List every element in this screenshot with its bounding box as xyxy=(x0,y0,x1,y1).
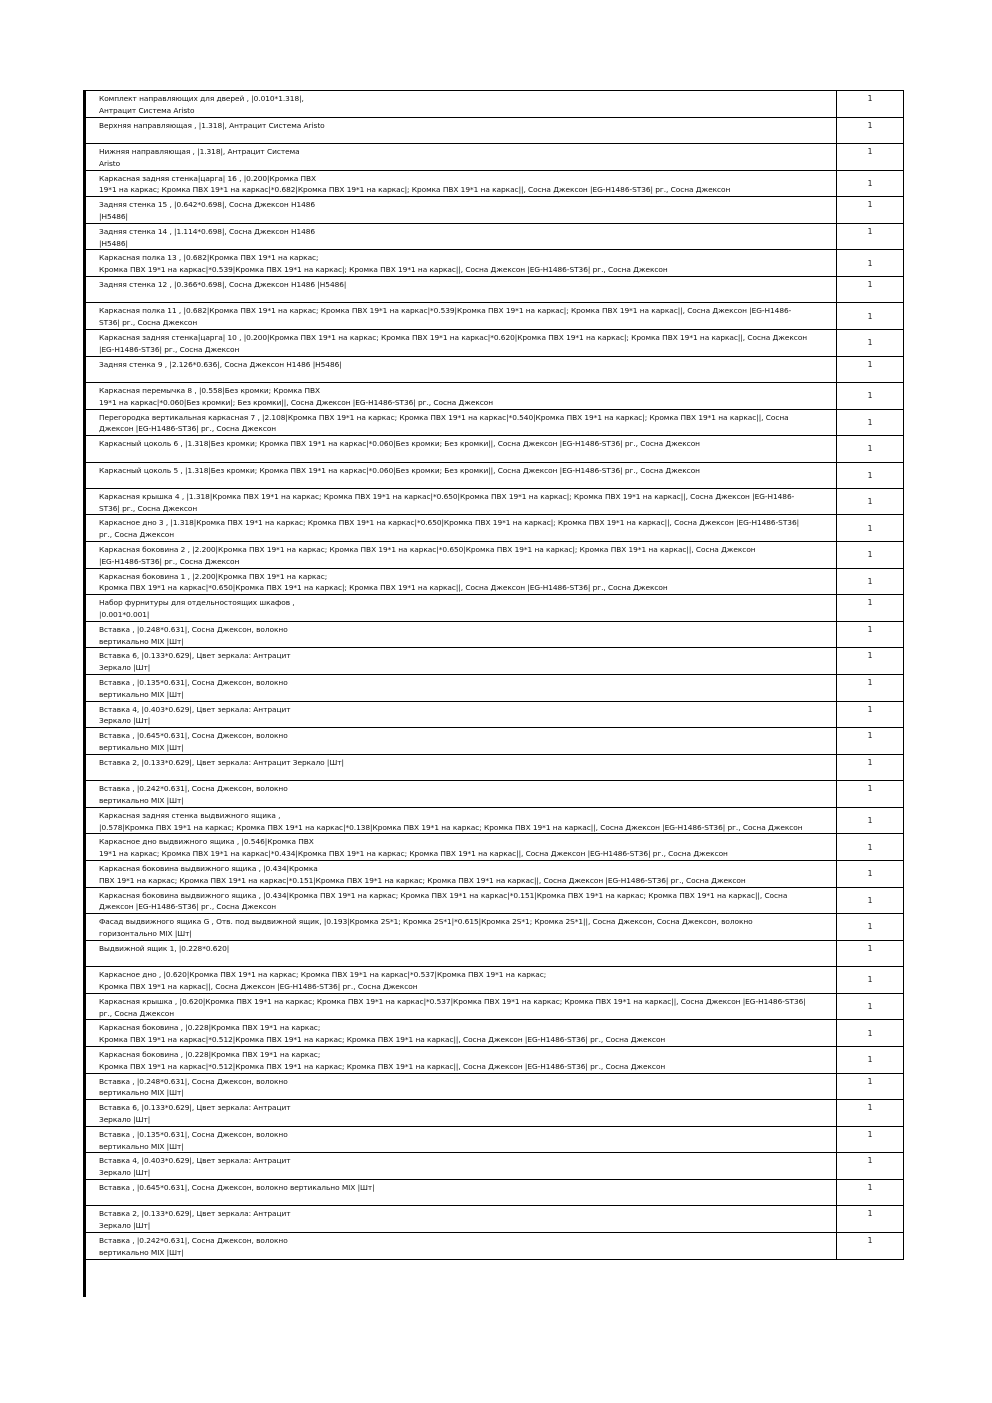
item-description-line: Каркасное дно выдвижного ящика , |0.546|Кромка ПВХ xyxy=(99,837,314,847)
item-description-line: вертикально MIX |Шт| xyxy=(99,1247,184,1257)
table-row xyxy=(86,515,904,542)
table-row xyxy=(86,648,904,675)
item-description-cell xyxy=(86,1179,837,1205)
item-description-line: ST36| рг., Сосна Джексон xyxy=(99,318,198,328)
table-row xyxy=(86,887,904,914)
item-description-line: Каркасная боковина 2 , |2.200|Кромка ПВХ 19*1 на каркас; Кромка ПВХ 19*1 на каркас|*0.650|Кромка ПВХ 19*1 на каркас|; Кромка ПВХ 19*1 на каркас||, Сосна Джексон xyxy=(99,545,756,555)
item-description-cell xyxy=(86,781,837,808)
table-row xyxy=(86,436,904,462)
item-description-line: Вставка 6, |0.133*0.629|, Цвет зеркала: Антрацит xyxy=(99,651,291,661)
item-description-line: |0.578|Кромка ПВХ 19*1 на каркас; Кромка ПВХ 19*1 на каркас|*0.138|Кромка ПВХ 19*1 на каркас; Кромка ПВХ 19*1 на каркас||, Сосна Джексон |EG-H1486-ST36| рг., Сосна Джексон xyxy=(99,822,803,832)
table-row xyxy=(86,276,904,302)
item-description-cell xyxy=(86,542,837,569)
item-description-line: |0.001*0.001| xyxy=(99,610,150,620)
item-description-cell xyxy=(86,1020,837,1047)
table-row xyxy=(86,1232,904,1259)
item-description-line: Вставка , |0.135*0.631|, Сосна Джексон, волокно xyxy=(99,1129,288,1139)
table-row xyxy=(86,1100,904,1127)
item-description-cell xyxy=(86,409,837,436)
item-quantity-cell: 1 xyxy=(837,1046,904,1073)
item-description-cell xyxy=(86,754,837,780)
item-quantity-cell: 1 xyxy=(837,940,904,966)
item-description-line: Каркасная боковина , |0.228|Кромка ПВХ 19*1 на каркас; xyxy=(99,1023,321,1033)
table-row xyxy=(86,117,904,143)
item-quantity-cell: 1 xyxy=(837,568,904,595)
item-description-cell xyxy=(86,728,837,755)
item-description-line: вертикально MIX |Шт| xyxy=(99,1141,184,1151)
item-description-line: Зеркало |Шт| xyxy=(99,716,151,726)
item-quantity-cell: 1 xyxy=(837,834,904,861)
item-description-line: Антрацит Система Aristo xyxy=(99,105,195,115)
item-description-line: 19*1 на каркас; Кромка ПВХ 19*1 на каркас|*0.434|Кромка ПВХ 19*1 на каркас; Кромка ПВХ 19*1 на каркас||, Сосна Джексон |EG-H1486-ST36| рг., Сосна Джексон xyxy=(99,849,728,859)
item-description-cell xyxy=(86,701,837,728)
item-description-cell xyxy=(86,1153,837,1180)
item-description-line: Кромка ПВХ 19*1 на каркас|*0.650|Кромка ПВХ 19*1 на каркас|; Кромка ПВХ 19*1 на каркас||, Сосна Джексон |EG-H1486-ST36| рг., Сосна Джексон xyxy=(99,583,668,593)
item-quantity-cell: 1 xyxy=(837,1100,904,1127)
item-quantity-cell: 1 xyxy=(837,1179,904,1205)
table-row xyxy=(86,621,904,648)
item-description-line: Вставка , |0.645*0.631|, Сосна Джексон, волокно xyxy=(99,731,288,741)
item-quantity-cell: 1 xyxy=(837,595,904,622)
item-description-cell xyxy=(86,250,837,277)
item-quantity-cell: 1 xyxy=(837,781,904,808)
item-description-line: Каркасная боковина выдвижного ящика , |0.434|Кромка ПВХ 19*1 на каркас; Кромка ПВХ 19*1 на каркас|*0.151|Кромка ПВХ 19*1 на каркас; Кромка ПВХ 19*1 на каркас||, Сосна xyxy=(99,890,788,900)
item-quantity-cell: 1 xyxy=(837,675,904,702)
item-description-line: Задняя стенка 15 , |0.642*0.698|, Сосна Джексон H1486 xyxy=(99,200,316,210)
table-row xyxy=(86,993,904,1020)
item-description-line: Вставка , |0.242*0.631|, Сосна Джексон, волокно xyxy=(99,784,288,794)
item-description-cell xyxy=(86,1232,837,1259)
table-row xyxy=(86,675,904,702)
table-row xyxy=(86,488,904,515)
item-description-line: Вставка , |0.248*0.631|, Сосна Джексон, волокно xyxy=(99,624,288,634)
table-row xyxy=(86,170,904,197)
item-quantity-cell: 1 xyxy=(837,1153,904,1180)
item-description-cell xyxy=(86,515,837,542)
item-description-line: Aristo xyxy=(99,158,121,168)
item-description-cell xyxy=(86,861,837,888)
table-row xyxy=(86,1046,904,1073)
item-description-line: Зеркало |Шт| xyxy=(99,1168,151,1178)
item-description-line: Вставка 2, |0.133*0.629|, Цвет зеркала: Антрацит Зеркало |Шт| xyxy=(99,757,344,767)
item-description-line: Каркасная боковина 1 , |2.200|Кромка ПВХ 19*1 на каркас; xyxy=(99,571,328,581)
item-description-line: Вставка , |0.242*0.631|, Сосна Джексон, волокно xyxy=(99,1235,288,1245)
item-quantity-cell: 1 xyxy=(837,887,904,914)
item-description-line: Кромка ПВХ 19*1 на каркас||, Сосна Джексон |EG-H1486-ST36| рг., Сосна Джексон xyxy=(99,981,418,991)
item-description-cell xyxy=(86,887,837,914)
item-quantity-cell: 1 xyxy=(837,356,904,382)
item-description-line: Вставка , |0.248*0.631|, Сосна Джексон, волокно xyxy=(99,1076,288,1086)
item-quantity-cell: 1 xyxy=(837,648,904,675)
table-row xyxy=(86,356,904,382)
item-description-cell xyxy=(86,940,837,966)
item-quantity-cell: 1 xyxy=(837,436,904,462)
table-row xyxy=(86,409,904,436)
item-description-cell xyxy=(86,993,837,1020)
item-description-cell xyxy=(86,1126,837,1153)
item-quantity-cell: 1 xyxy=(837,250,904,277)
item-description-cell xyxy=(86,621,837,648)
item-description-cell xyxy=(86,170,837,197)
table-row xyxy=(86,728,904,755)
item-description-line: Вставка 4, |0.403*0.629|, Цвет зеркала: Антрацит xyxy=(99,704,291,714)
item-description-line: Джексон |EG-H1486-ST36| рг., Сосна Джексон xyxy=(99,902,277,912)
specification-table xyxy=(85,90,904,1260)
item-quantity-cell: 1 xyxy=(837,621,904,648)
item-quantity-cell: 1 xyxy=(837,1020,904,1047)
item-description-line: вертикально MIX |Шт| xyxy=(99,1088,184,1098)
item-quantity-cell: 1 xyxy=(837,754,904,780)
item-description-line: Каркасный цоколь 5 , |1.318|Без кромки; Кромка ПВХ 19*1 на каркас|*0.060|Без кромки; Без кромки||, Сосна Джексон |EG-H1486-ST36| рг., Сосна Джексон xyxy=(99,465,700,475)
item-description-cell xyxy=(86,488,837,515)
table-row xyxy=(86,914,904,941)
item-description-line: Зеркало |Шт| xyxy=(99,1221,151,1231)
item-description-line: ПВХ 19*1 на каркас; Кромка ПВХ 19*1 на каркас|*0.151|Кромка ПВХ 19*1 на каркас; Кромка ПВХ 19*1 на каркас||, Сосна Джексон |EG-H1486-ST36| рг., Сосна Джексон xyxy=(99,875,746,885)
item-description-line: Кромка ПВХ 19*1 на каркас|*0.512|Кромка ПВХ 19*1 на каркас; Кромка ПВХ 19*1 на каркас||, Сосна Джексон |EG-H1486-ST36| рг., Сосна Джексон xyxy=(99,1061,666,1071)
item-quantity-cell: 1 xyxy=(837,488,904,515)
item-description-line: вертикально MIX |Шт| xyxy=(99,636,184,646)
item-quantity-cell: 1 xyxy=(837,462,904,488)
item-description-cell xyxy=(86,197,837,224)
item-description-line: вертикально MIX |Шт| xyxy=(99,743,184,753)
item-description-line: Кромка ПВХ 19*1 на каркас|*0.539|Кромка ПВХ 19*1 на каркас|; Кромка ПВХ 19*1 на каркас||, Сосна Джексон |EG-H1486-ST36| рг., Сосна Джексон xyxy=(99,265,668,275)
item-quantity-cell: 1 xyxy=(837,1126,904,1153)
item-description-line: вертикально MIX |Шт| xyxy=(99,796,184,806)
table-row xyxy=(86,1073,904,1100)
table-row xyxy=(86,967,904,994)
table-row xyxy=(86,303,904,330)
item-quantity-cell: 1 xyxy=(837,1073,904,1100)
item-quantity-cell: 1 xyxy=(837,701,904,728)
table-row xyxy=(86,250,904,277)
item-description-line: рг., Сосна Джексон xyxy=(99,1008,175,1018)
item-description-line: рг., Сосна Джексон xyxy=(99,530,175,540)
item-description-line: Нижняя направляющая , |1.318|, Антрацит Система xyxy=(99,146,300,156)
item-quantity-cell: 1 xyxy=(837,993,904,1020)
item-quantity-cell: 1 xyxy=(837,276,904,302)
item-description-cell xyxy=(86,807,837,834)
table-row xyxy=(86,542,904,569)
item-description-line: Задняя стенка 14 , |1.114*0.698|, Сосна Джексон H1486 xyxy=(99,226,316,236)
item-description-cell xyxy=(86,356,837,382)
item-description-cell xyxy=(86,276,837,302)
table-row xyxy=(86,940,904,966)
item-quantity-cell: 1 xyxy=(837,515,904,542)
table-row xyxy=(86,1020,904,1047)
item-quantity-cell: 1 xyxy=(837,117,904,143)
item-description-cell xyxy=(86,834,837,861)
item-description-line: Фасад выдвижного ящика G , Отв. под выдвижной ящик, |0.193|Кромка 2S*1; Кромка 2S*1|*0.615|Кромка 2S*1; Кромка 2S*1||, Сосна Джексон, Сосна Джексон, волокно xyxy=(99,917,753,927)
item-description-cell xyxy=(86,914,837,941)
table-row xyxy=(86,834,904,861)
item-quantity-cell: 1 xyxy=(837,807,904,834)
item-description-line: Каркасное дно , |0.620|Кромка ПВХ 19*1 на каркас; Кромка ПВХ 19*1 на каркас|*0.537|Кромка ПВХ 19*1 на каркас; xyxy=(99,970,547,980)
item-description-line: ST36| рг., Сосна Джексон xyxy=(99,503,198,513)
item-description-line: Выдвижной ящик 1, |0.228*0.620| xyxy=(99,943,230,953)
item-description-line: Вставка 4, |0.403*0.629|, Цвет зеркала: Антрацит xyxy=(99,1156,291,1166)
table-row xyxy=(86,807,904,834)
item-quantity-cell: 1 xyxy=(837,542,904,569)
table-row xyxy=(86,1126,904,1153)
item-quantity-cell: 1 xyxy=(837,967,904,994)
item-description-line: 19*1 на каркас|*0.060|Без кромки|; Без кромки||, Сосна Джексон |EG-H1486-ST36| рг., Сосна Джексон xyxy=(99,397,494,407)
item-description-cell xyxy=(86,967,837,994)
item-description-line: Каркасная крышка 4 , |1.318|Кромка ПВХ 19*1 на каркас; Кромка ПВХ 19*1 на каркас|*0.650|Кромка ПВХ 19*1 на каркас|; Кромка ПВХ 19*1 на каркас||, Сосна Джексон |EG-H1486- xyxy=(99,491,795,501)
item-description-cell xyxy=(86,143,837,170)
item-description-line: Каркасная задняя стенка|царга| 16 , |0.200|Кромка ПВХ xyxy=(99,173,317,183)
item-description-cell xyxy=(86,117,837,143)
item-description-line: Каркасная крышка , |0.620|Кромка ПВХ 19*1 на каркас; Кромка ПВХ 19*1 на каркас|*0.537|Кромка ПВХ 19*1 на каркас; Кромка ПВХ 19*1 на каркас||, Сосна Джексон |EG-H1486-ST36| xyxy=(99,996,806,1006)
item-description-line: 19*1 на каркас; Кромка ПВХ 19*1 на каркас|*0.682|Кромка ПВХ 19*1 на каркас|; Кромка ПВХ 19*1 на каркас||, Сосна Джексон |EG-H1486-ST36| рг., Сосна Джексон xyxy=(99,185,731,195)
item-description-line: Каркасный цоколь 6 , |1.318|Без кромки; Кромка ПВХ 19*1 на каркас|*0.060|Без кромки; Без кромки||, Сосна Джексон |EG-H1486-ST36| рг., Сосна Джексон xyxy=(99,439,700,449)
item-description-cell xyxy=(86,1100,837,1127)
item-quantity-cell: 1 xyxy=(837,382,904,409)
item-description-line: Перегородка вертикальная каркасная 7 , |2.108|Кромка ПВХ 19*1 на каркас; Кромка ПВХ 19*1 на каркас|*0.540|Кромка ПВХ 19*1 на каркас|; Кромка ПВХ 19*1 на каркас||, Сосна xyxy=(99,412,789,422)
item-description-line: Зеркало |Шт| xyxy=(99,663,151,673)
table-row xyxy=(86,462,904,488)
item-description-line: Верхняя направляющая , |1.318|, Антрацит Система Aristo xyxy=(99,120,325,130)
item-description-line: Вставка , |0.135*0.631|, Сосна Джексон, волокно xyxy=(99,678,288,688)
item-description-cell xyxy=(86,223,837,250)
item-description-line: Кромка ПВХ 19*1 на каркас|*0.512|Кромка ПВХ 19*1 на каркас; Кромка ПВХ 19*1 на каркас||, Сосна Джексон |EG-H1486-ST36| рг., Сосна Джексон xyxy=(99,1035,666,1045)
item-description-cell xyxy=(86,648,837,675)
item-description-line: Каркасная полка 13 , |0.682|Кромка ПВХ 19*1 на каркас; xyxy=(99,253,319,263)
item-description-cell xyxy=(86,329,837,356)
item-quantity-cell: 1 xyxy=(837,143,904,170)
item-description-line: Каркасная задняя стенка|царга| 10 , |0.200|Кромка ПВХ 19*1 на каркас; Кромка ПВХ 19*1 на каркас|*0.620|Кромка ПВХ 19*1 на каркас|; Кромка ПВХ 19*1 на каркас||, Сосна Джексон xyxy=(99,332,808,342)
item-description-line: вертикально MIX |Шт| xyxy=(99,689,184,699)
item-description-line: Вставка 6, |0.133*0.629|, Цвет зеркала: Антрацит xyxy=(99,1103,291,1113)
table-row xyxy=(86,781,904,808)
item-description-line: Каркасная перемычка 8 , |0.558|Без кромки; Кромка ПВХ xyxy=(99,385,320,395)
table-row xyxy=(86,197,904,224)
table-row xyxy=(86,595,904,622)
item-quantity-cell: 1 xyxy=(837,409,904,436)
item-quantity-cell: 1 xyxy=(837,197,904,224)
item-quantity-cell: 1 xyxy=(837,170,904,197)
item-description-line: Комплект направляющих для дверей , |0.010*1.318|, xyxy=(99,94,304,103)
item-quantity-cell: 1 xyxy=(837,1232,904,1259)
item-description-line: |H5486| xyxy=(99,238,128,248)
item-description-line: Каркасная боковина выдвижного ящика , |0.434|Кромка xyxy=(99,864,318,873)
item-description-line: Вставка 2, |0.133*0.629|, Цвет зеркала: Антрацит xyxy=(99,1209,291,1219)
specification-table-body xyxy=(86,91,904,1260)
table-row xyxy=(86,382,904,409)
item-quantity-cell: 1 xyxy=(837,914,904,941)
item-quantity-cell: 1 xyxy=(837,91,904,118)
table-row xyxy=(86,568,904,595)
item-description-cell xyxy=(86,462,837,488)
item-description-line: Джексон |EG-H1486-ST36| рг., Сосна Джексон xyxy=(99,424,277,434)
item-description-cell xyxy=(86,1046,837,1073)
item-description-line: Каркасная боковина , |0.228|Кромка ПВХ 19*1 на каркас; xyxy=(99,1049,321,1059)
table-row xyxy=(86,701,904,728)
item-description-line: Каркасная полка 11 , |0.682|Кромка ПВХ 19*1 на каркас; Кромка ПВХ 19*1 на каркас|*0.539|Кромка ПВХ 19*1 на каркас|; Кромка ПВХ 19*1 на каркас||, Сосна Джексон |EG-H1486- xyxy=(99,306,792,316)
item-description-cell xyxy=(86,303,837,330)
item-description-line: горизонтально MIX |Шт| xyxy=(99,928,192,938)
item-description-cell xyxy=(86,91,837,118)
table-row xyxy=(86,223,904,250)
item-description-line: |H5486| xyxy=(99,211,128,221)
item-description-cell xyxy=(86,1206,837,1233)
item-description-cell xyxy=(86,436,837,462)
table-row xyxy=(86,754,904,780)
table-row xyxy=(86,861,904,888)
item-description-cell xyxy=(86,595,837,622)
item-description-cell xyxy=(86,568,837,595)
table-row xyxy=(86,1179,904,1205)
table-row xyxy=(86,1153,904,1180)
item-description-cell xyxy=(86,1073,837,1100)
item-description-line: Задняя стенка 12 , |0.366*0.698|, Сосна Джексон H1486 |H5486| xyxy=(99,279,347,289)
item-description-line: Задняя стенка 9 , |2.126*0.636|, Сосна Джексон H1486 |H5486| xyxy=(99,359,342,369)
table-row xyxy=(86,91,904,118)
table-row xyxy=(86,329,904,356)
item-quantity-cell: 1 xyxy=(837,303,904,330)
item-description-line: |EG-H1486-ST36| рг., Сосна Джексон xyxy=(99,556,240,566)
table-row xyxy=(86,1206,904,1233)
item-description-cell xyxy=(86,382,837,409)
item-quantity-cell: 1 xyxy=(837,861,904,888)
item-description-cell xyxy=(86,675,837,702)
item-description-line: Каркасная задняя стенка выдвижного ящика , xyxy=(99,810,281,820)
item-quantity-cell: 1 xyxy=(837,728,904,755)
item-quantity-cell: 1 xyxy=(837,1206,904,1233)
table-row xyxy=(86,143,904,170)
item-description-line: Вставка , |0.645*0.631|, Сосна Джексон, волокно вертикально MIX |Шт| xyxy=(99,1182,375,1192)
item-description-line: |EG-H1486-ST36| рг., Сосна Джексон xyxy=(99,344,240,354)
item-description-line: Набор фурнитуры для отдельностоящих шкафов , xyxy=(99,598,295,608)
item-quantity-cell: 1 xyxy=(837,223,904,250)
item-quantity-cell: 1 xyxy=(837,329,904,356)
item-description-line: Каркасное дно 3 , |1.318|Кромка ПВХ 19*1 на каркас; Кромка ПВХ 19*1 на каркас|*0.650|Кромка ПВХ 19*1 на каркас|; Кромка ПВХ 19*1 на каркас||, Сосна Джексон |EG-H1486-ST36| xyxy=(99,518,800,528)
item-description-line: Зеркало |Шт| xyxy=(99,1114,151,1124)
